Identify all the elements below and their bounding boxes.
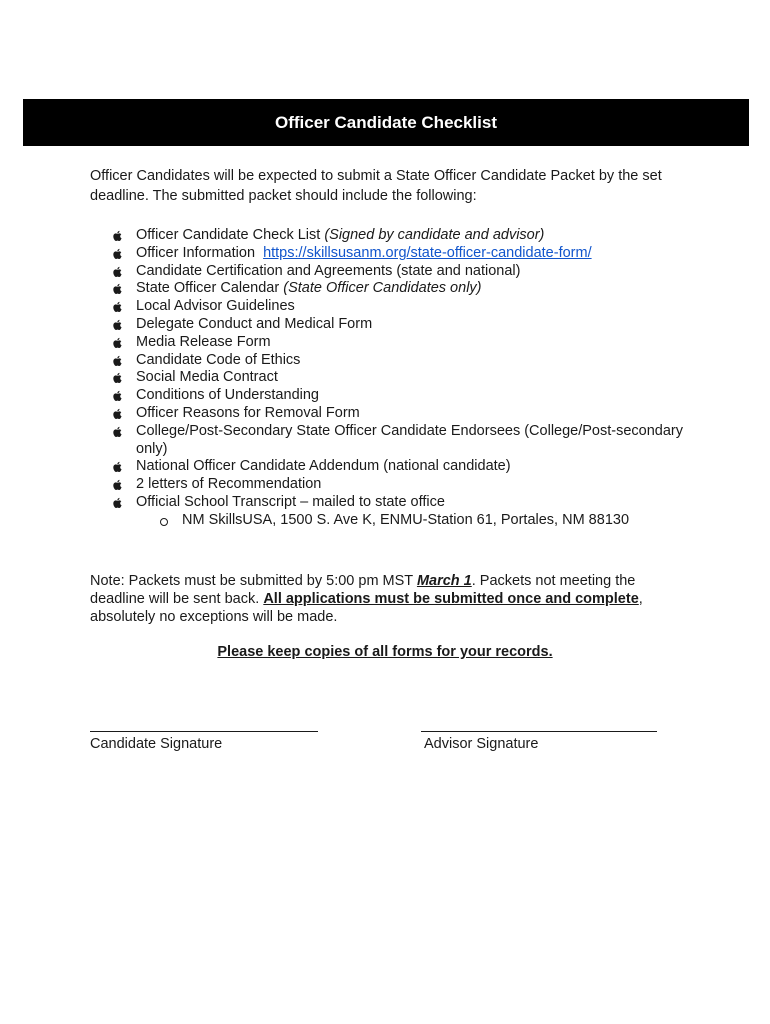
keep-copies-notice: Please keep copies of all forms for your records. xyxy=(217,644,553,660)
list-item: National Officer Candidate Addendum (national candidate) xyxy=(112,458,692,476)
intro-paragraph: Officer Candidates will be expected to submit a State Officer Candidate Packet by the set deadline. The submitted packet should include the following: xyxy=(90,168,662,204)
list-item: Officer Reasons for Removal Form xyxy=(112,405,692,423)
list-item: State Officer Calendar (State Officer Candidates only) xyxy=(112,280,692,298)
list-item: Official School Transcript – mailed to state office NM SkillsUSA, 1500 S. Ave K, ENMU-Station 61, Portales, NM 88130 xyxy=(112,494,692,530)
apple-icon xyxy=(112,301,124,313)
officer-form-link[interactable]: https://skillsusanm.org/state-officer-candidate-form/ xyxy=(263,244,592,261)
apple-icon xyxy=(112,248,124,260)
apple-icon xyxy=(112,283,124,295)
mailing-address: NM SkillsUSA, 1500 S. Ave K, ENMU-Station 61, Portales, NM 88130 xyxy=(182,511,630,528)
advisor-signature-line[interactable] xyxy=(421,731,657,732)
checklist xyxy=(112,227,692,530)
note-emphasis: All applications must be submitted once and complete xyxy=(263,591,639,607)
header-bar xyxy=(23,99,749,146)
apple-icon xyxy=(112,479,124,491)
circle-bullet-icon xyxy=(160,518,168,526)
apple-icon xyxy=(112,266,124,278)
apple-icon xyxy=(112,372,124,384)
apple-icon xyxy=(112,355,124,367)
list-item: Candidate Certification and Agreements (state and national) xyxy=(112,263,692,281)
list-item: Conditions of Understanding xyxy=(112,387,692,405)
apple-icon xyxy=(112,319,124,331)
list-item xyxy=(160,512,692,530)
list-item: Media Release Form xyxy=(112,334,692,352)
sublist xyxy=(136,512,692,530)
page-title: Officer Candidate Checklist xyxy=(274,112,497,132)
deadline-date: March 1 xyxy=(416,573,472,589)
advisor-signature-label: Advisor Signature xyxy=(424,736,539,752)
candidate-signature-label: Candidate Signature xyxy=(90,736,223,752)
apple-icon xyxy=(112,497,124,509)
apple-icon xyxy=(112,230,124,242)
list-item: Social Media Contract xyxy=(112,369,692,387)
list-item: College/Post-Secondary State Officer Candidate Endorsees (College/Post-secondary only) xyxy=(112,423,692,459)
list-item: 2 letters of Recommendation xyxy=(112,476,692,494)
list-item: Delegate Conduct and Medical Form xyxy=(112,316,692,334)
list-item: Local Advisor Guidelines xyxy=(112,298,692,316)
candidate-signature-line[interactable] xyxy=(90,731,318,732)
deadline-note: Note: Packets must be submitted by 5:00 pm MST March 1. Packets not meeting the deadline will be sent back. All applications must be submitted once and complete, absolutely no exceptions will be made. xyxy=(90,573,643,625)
apple-icon xyxy=(112,337,124,349)
apple-icon xyxy=(112,461,124,473)
list-item: Candidate Code of Ethics xyxy=(112,352,692,370)
list-item: Officer Information https://skillsusanm.org/state-officer-candidate-form/ xyxy=(112,245,692,263)
apple-icon xyxy=(112,390,124,402)
apple-icon xyxy=(112,408,124,420)
list-item: Officer Candidate Check List (Signed by candidate and advisor) xyxy=(112,227,692,245)
apple-icon xyxy=(112,426,124,438)
